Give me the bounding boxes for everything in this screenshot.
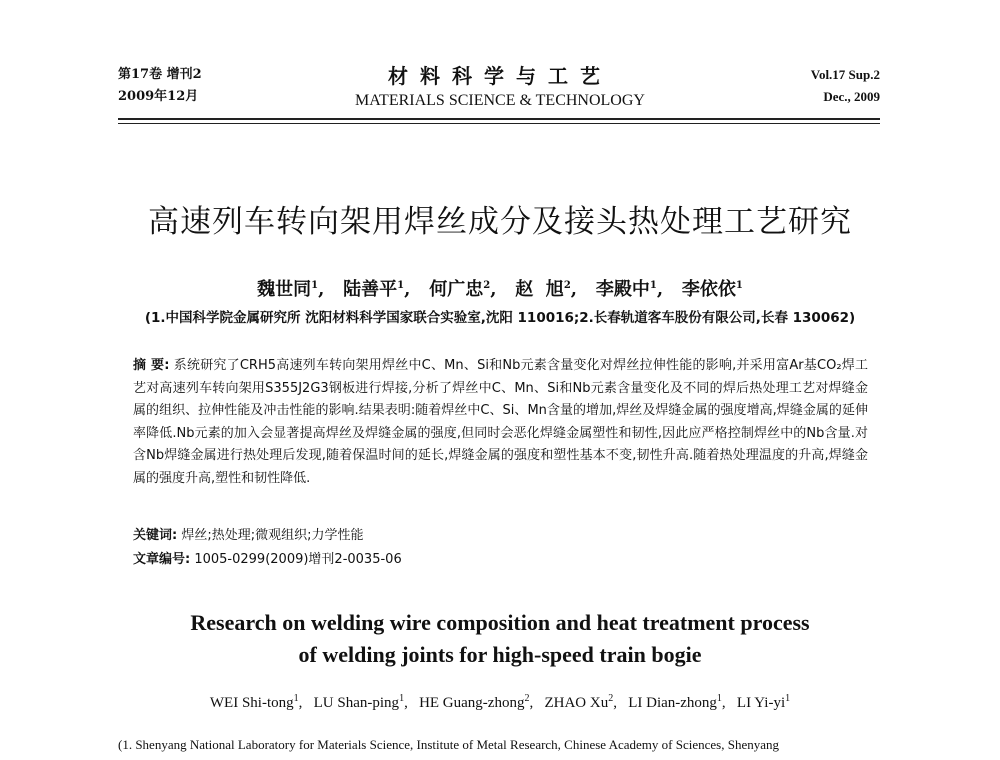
abstract-label: 摘 要:: [133, 358, 170, 373]
journal-header: [300, 62, 700, 112]
header-rule-thin: [118, 123, 880, 124]
author-en: WEI Shi-tong: [209, 695, 294, 711]
author-cn: 魏世同: [257, 279, 312, 300]
abstract-text: 系统研究了CRH5高速列车转向架用焊丝中C、Mn、Si和Nb元素含量变化对焊丝拉伸性能的影响,并采用富Ar基CO₂焊工艺对高速列车转向架用S355J2G3钢板进行焊接,分析了焊丝中C、Mn、Si和Nb元素含量变化及不同的焊后热处理工艺对焊缝金属的组织、拉伸性能及冲击性能的影响.结果表明:随着焊丝中C、Si、Mn含量的增加,焊丝及焊缝金属的强度增高,焊缝金属的延伸率降低.Nb元素的加入会显著提高焊丝及焊缝金属的强度,但同时会恶化焊缝金属塑性和韧性,因此应严格控制焊丝中的Nb含量.对含Nb焊缝金属进行热处理后发现,随着保温时间的延长,焊缝金属的强度和塑性基本不变,韧性升高.随着热处理温度的升高,焊缝金属的强度升高,塑性和韧性降低.: [133, 358, 868, 486]
date-en: Dec., 2009: [823, 89, 880, 104]
volume-cn: 第17卷 增刊2: [118, 67, 202, 82]
author-en: LU Shan-ping: [313, 695, 400, 711]
author-en: ZHAO Xu: [544, 695, 609, 711]
author-cn: 何广忠: [429, 279, 484, 300]
header-right: [811, 64, 880, 108]
article-number: [133, 548, 402, 567]
author-en: LI Yi-yi: [736, 695, 786, 711]
date-cn: 2009年12月: [118, 89, 199, 104]
article-number-label: 文章编号:: [133, 552, 191, 567]
affiliation-en: (1. Shenyang National Laboratory for Materials Science, Institute of Metal Research, Chinese Academy of Sciences, Shenyang: [118, 737, 779, 752]
author-en: HE Guang-zhong: [419, 695, 525, 711]
paper-title-cn: 高速列车转向架用焊丝成分及接头热处理工艺研究: [148, 204, 852, 240]
journal-name-cn: 材料科学与工艺: [388, 64, 612, 88]
authors-cn: 魏世同$^1$, 陆善平$^1$, 何广忠$^2$, 赵 旭$^2$, 李殿中$^1$, 李依依$^1$: [257, 279, 743, 300]
keywords: [133, 524, 363, 543]
volume-en: Vol.17 Sup.2: [810, 67, 880, 82]
authors-en: WEI Shi-tong$^1$, LU Shan-ping$^1$, HE Guang-zhong$^2$, ZHAO Xu$^2$, LI Dian-zhong$^1$, LI $Yi-yi^1$: [209, 693, 791, 711]
header-rule-thick: [118, 118, 880, 120]
abstract-cn: [133, 355, 868, 490]
author-cn: 李依依: [681, 279, 736, 300]
author-en: LI Dian-zhong: [628, 695, 717, 711]
keywords-label: 关键词:: [133, 528, 178, 543]
title-en-line2: of welding joints for high-speed train bogie: [298, 642, 702, 667]
affiliation-cn: (1.中国科学院金属研究所 沈阳材料科学国家联合实验室,沈阳 110016;2.长春轨道客车股份有限公司,长春 130062): [144, 310, 856, 326]
paper-title-en: [0, 607, 1000, 671]
keywords-text: 焊丝;热处理;微观组织;力学性能: [181, 528, 364, 543]
author-cn: 赵 旭: [515, 279, 564, 300]
header-left: [118, 64, 202, 108]
title-en-line1: Research on welding wire composition and heat treatment process: [190, 610, 810, 635]
author-cn: 李殿中: [595, 279, 650, 300]
author-cn: 陆善平: [343, 279, 398, 300]
journal-name-en: MATERIALS SCIENCE & TECHNOLOGY: [355, 92, 645, 109]
article-number-text: 1005-0299(2009)增刊2-0035-06: [194, 552, 402, 567]
